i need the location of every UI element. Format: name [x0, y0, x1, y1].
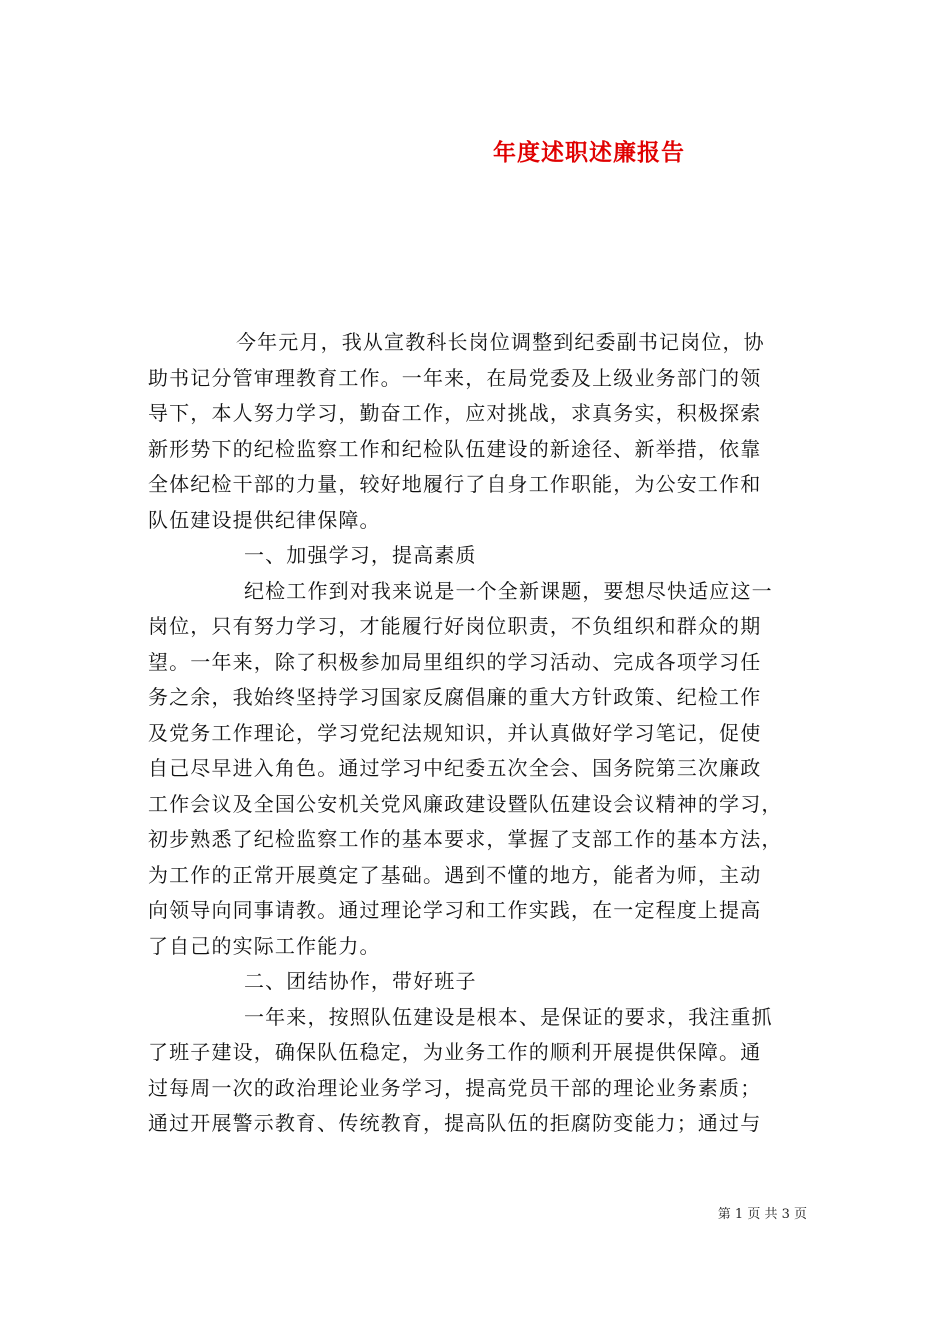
body-line: 及党务工作理论，学习党纪法规知识，并认真做好学习笔记，促使: [148, 720, 762, 745]
body-line: 工作会议及全国公安机关党风廉政建设暨队伍建设会议精神的学习，: [148, 791, 783, 816]
body-line: 新形势下的纪检监察工作和纪检队伍建设的新途径、新举措，依靠: [148, 436, 762, 461]
body-line: 通过开展警示教育、传统教育，提高队伍的拒腐防变能力；通过与: [148, 1111, 762, 1135]
body-line: 向领导向同事请教。通过理论学习和工作实践，在一定程度上提高: [148, 898, 762, 922]
body-line: 为工作的正常开展奠定了基础。遇到不懂的地方，能者为师，主动: [148, 862, 762, 887]
body-line: 过每周一次的政治理论业务学习，提高党员干部的理论业务素质；: [148, 1075, 762, 1100]
section-heading-2: 二、团结协作，带好班子: [244, 969, 477, 993]
body-line: 务之余，我始终坚持学习国家反腐倡廉的重大方针政策、纪检工作: [148, 685, 762, 709]
document-title: 年度述职述廉报告: [493, 139, 685, 166]
body-line: 队伍建设提供纪律保障。: [148, 507, 381, 532]
body-line: 今年元月，我从宣教科长岗位调整到纪委副书记岗位，协: [236, 330, 765, 354]
document-body: [148, 325, 820, 1142]
body-line: 自己尽早进入角色。通过学习中纪委五次全会、国务院第三次廉政: [148, 756, 762, 780]
body-line: 望。一年来，除了积极参加局里组织的学习活动、完成各项学习任: [148, 649, 762, 674]
body-line: 初步熟悉了纪检监察工作的基本要求，掌握了支部工作的基本方法，: [148, 827, 783, 851]
body-line: 助书记分管审理教育工作。一年来，在局党委及上级业务部门的领: [148, 365, 762, 390]
body-line: 岗位，只有努力学习，才能履行好岗位职责，不负组织和群众的期: [148, 614, 762, 638]
body-line: 全体纪检干部的力量，较好地履行了自身工作职能，为公安工作和: [148, 472, 762, 496]
body-line: 了班子建设，确保队伍稳定，为业务工作的顺利开展提供保障。通: [148, 1040, 762, 1064]
body-line: 导下，本人努力学习，勤奋工作，应对挑战，求真务实，积极探索: [148, 401, 762, 425]
body-line: 一年来，按照队伍建设是根本、是保证的要求，我注重抓: [244, 1004, 773, 1029]
page-indicator: 第 1 页 共 3 页: [717, 1207, 807, 1222]
body-line: 纪检工作到对我来说是一个全新课题，要想尽快适应这一: [244, 578, 773, 603]
section-heading-1: 一、加强学习，提高素质: [244, 543, 477, 567]
body-line: 了自己的实际工作能力。: [148, 933, 381, 958]
